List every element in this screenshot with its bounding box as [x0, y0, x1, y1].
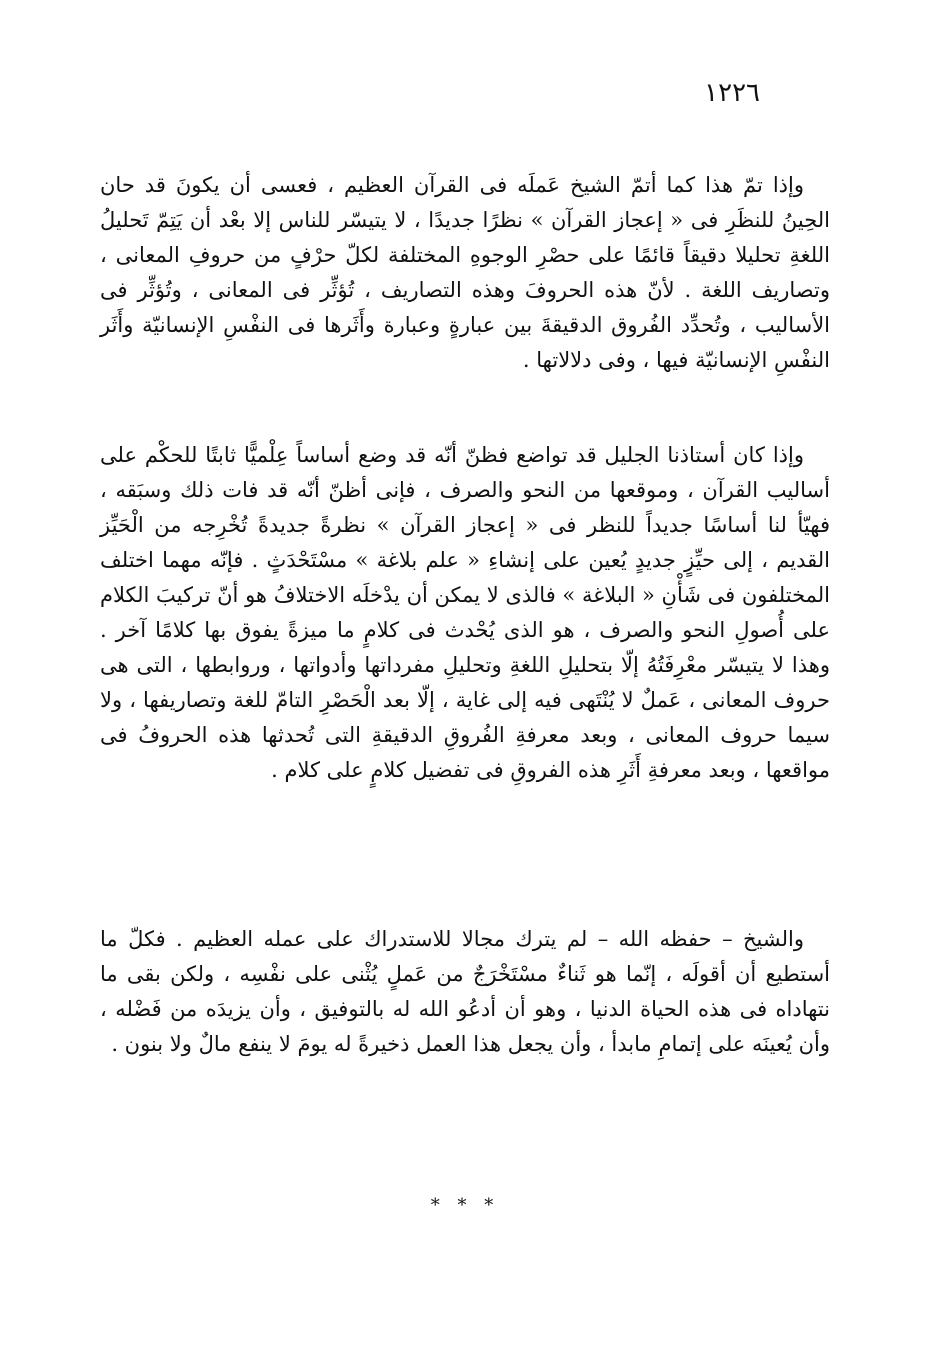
paragraph-3: والشيخ – حفظه الله – لم يترك مجالا للاستدراك على عمله العظيم . فكلّ ما أستطيع أن أقولَه ، إنّما هو ثَناءٌ مسْتَخْرَجٌ من عَملٍ يُثْنى على نفْسِه ، ولكن بقى ما نتهاداه فى هذه الحياة الدنيا ، وهو أن أدعُو الله له بالتوفيق ، وأن يزيدَه من فَضْله ، وأن يُعينَه على إتمامِ مابدأ ، وأن يجعل هذا العمل ذخيرةً له يومَ لا ينفع مالٌ ولا بنون . [100, 927, 830, 1056]
paragraph-2: وإذا كان أستاذنا الجليل قد تواضع فظنّ أنّه قد وضع أساساً عِلْميًّا ثابتًا للحكْم على أساليب القرآن ، وموقعها من النحو والصرف ، فإنى أظنّ أنّه قد فات ذلك وسبَقه ، فهيّأ لنا أساسًا جديداً للنظر فى « إعجاز القرآن » نظرةً جديدةً تُخْرِجه من الْحَيِّز القديم ، إلى حيِّزٍ جديدٍ يُعين على إنشاءِ « علم بلاغة » مسْتَحْدَثٍ . فإنّه مهما اختلف المختلفون فى شَأْنِ « البلاغة » فالذى لا يمكن أن يدْخلَه الاختلافُ هو أنّ تركيبَ الكلام على أُصولِ النحو والصرف ، هو الذى يُحْدث فى كلامٍ ما ميزةً يفوق بها كلامًا آخر . وهذا لا يتيسّر معْرِفَتُهُ إلّا بتحليلِ اللغةِ وتحليلِ مفرداتها وأدواتها ، وروابطها ، التى هى حروف المعانى ، عَملٌ لا يُنْتَهى فيه إلى غاية ، إلّا بعد الْحَصْرِ التامّ للغة وتصاريفها ، ولا سيما حروف المعانى ، وبعد معرفةِ الفُروقِ الدقيقةِ التى تُحدثها هذه الحروفُ فى مواقعها ، وبعد معرفةِ أَثَرِ هذه الفروقِ فى تفضيل كلامٍ على كلام . [100, 443, 830, 782]
paragraph-1: وإذا تمّ هذا كما أتمّ الشيخ عَملَه فى القرآن العظيم ، فعسى أن يكونَ قد حان الحِينُ للنظَرِ فى « إعجاز القرآن » نظرًا جديدًا ، لا يتيسّر للناس إلا بعْد أن يَتِمّ تَحليلُ اللغةِ تحليلا دقيقاً قائمًا على حصْرِ الوجوهِ المختلفة لكلّ حرْفٍ من حروفِ المعانى ، وتصاريف اللغة . لأنّ هذه الحروفَ وهذه التصاريف ، تُؤثِّر فى المعانى ، وتُؤثِّر فى الأساليب ، وتُحدِّد الفُروق الدقيقةَ بين عبارةٍ وعبارة وأَثَرها فى النفْسِ الإنسانيّة وأَثَر النفْسِ الإنسانيّة فيها ، وفى دلالاتها . [100, 173, 830, 372]
section-separator: * * * [430, 1195, 500, 1216]
page-number: ١٢٢٦ [704, 78, 760, 108]
